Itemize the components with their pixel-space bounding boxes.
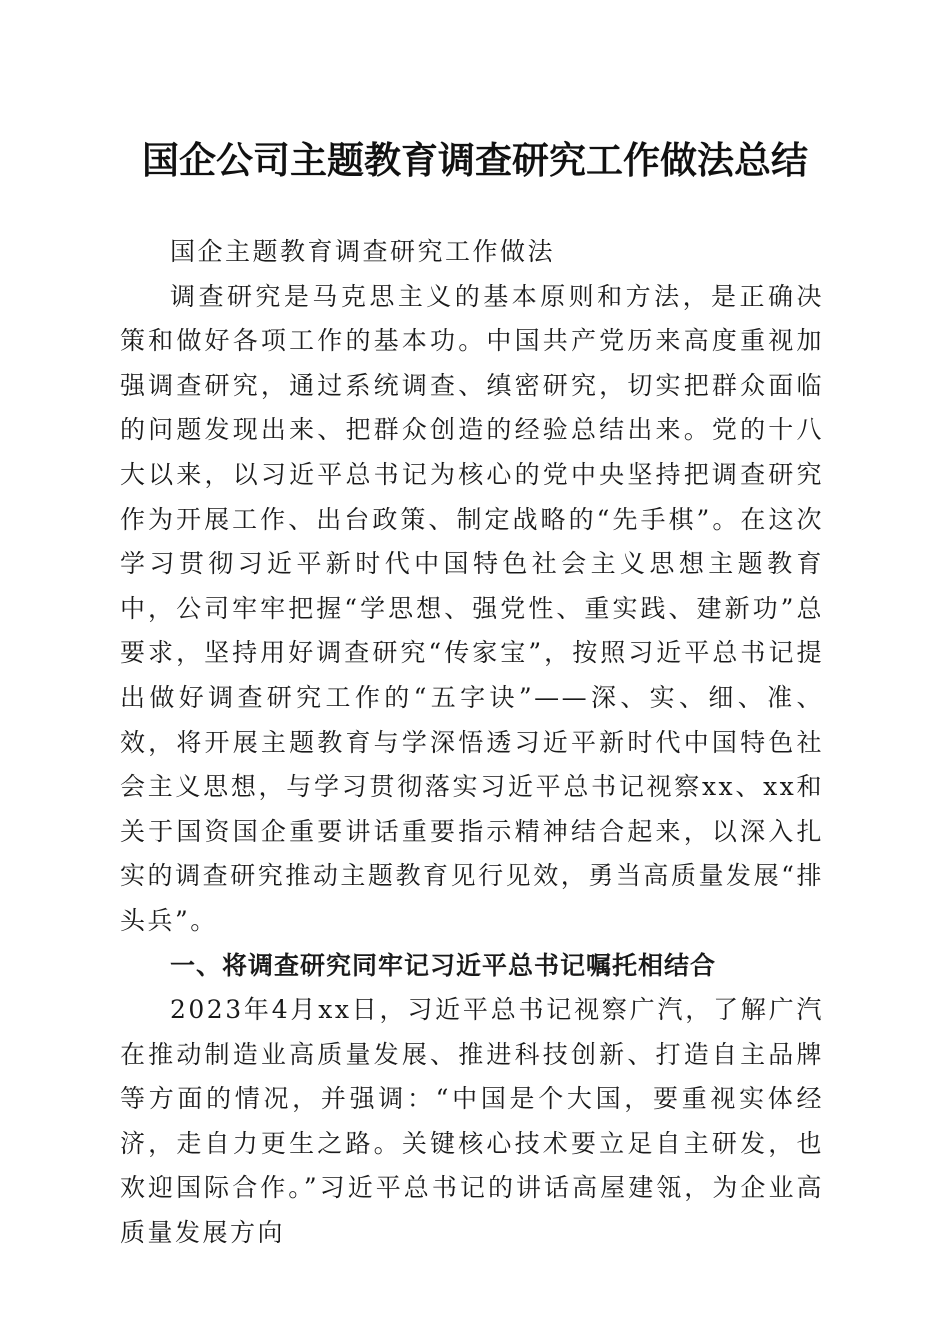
section-paragraph: 2023年4月xx日，习近平总书记视察广汽，了解广汽在推动制造业高质量发展、推进科技创新、打造自主品牌等方面的情况，并强调：“中国是个大国，要重视实体经济，走自力更生之路。关键核心技术要立足自主研发，也欢迎国际合作。”习近平总书记的讲话高屋建瓴，为企业高质量发展方向 — [120, 995, 824, 1248]
document-body — [120, 230, 824, 1256]
intro-paragraph: 调查研究是马克思主义的基本原则和方法，是正确决策和做好各项工作的基本功。中国共产党历来高度重视加强调查研究，通过系统调查、缜密研究，切实把群众面临的问题发现出来、把群众创造的经验总结出来。党的十八大以来，以习近平总书记为核心的党中央坚持把调查研究作为开展工作、出台政策、制定战略的“先手棋”。在这次学习贯彻习近平新时代中国特色社会主义思想主题教育中，公司牢牢把握“学思想、强党性、重实践、建新功”总要求，坚持用好调查研究“传家宝”，按照习近平总书记提出做好调查研究工作的“五字诀”——深、实、细、准、效，将开展主题教育与学深悟透习近平新时代中国特色社会主义思想，与学习贯彻落实习近平总书记视察xx、xx和关于国资国企重要讲话重要指示精神结合起来，以深入扎实的调查研究推动主题教育见行见效，勇当高质量发展“排头兵”。 — [120, 281, 824, 935]
section-heading: 一、将调查研究同牢记习近平总书记嘱托相结合 — [170, 950, 717, 980]
document-title: 国企公司主题教育调查研究工作做法总结 — [142, 138, 808, 182]
document-subtitle: 国企主题教育调查研究工作做法 — [170, 237, 556, 266]
